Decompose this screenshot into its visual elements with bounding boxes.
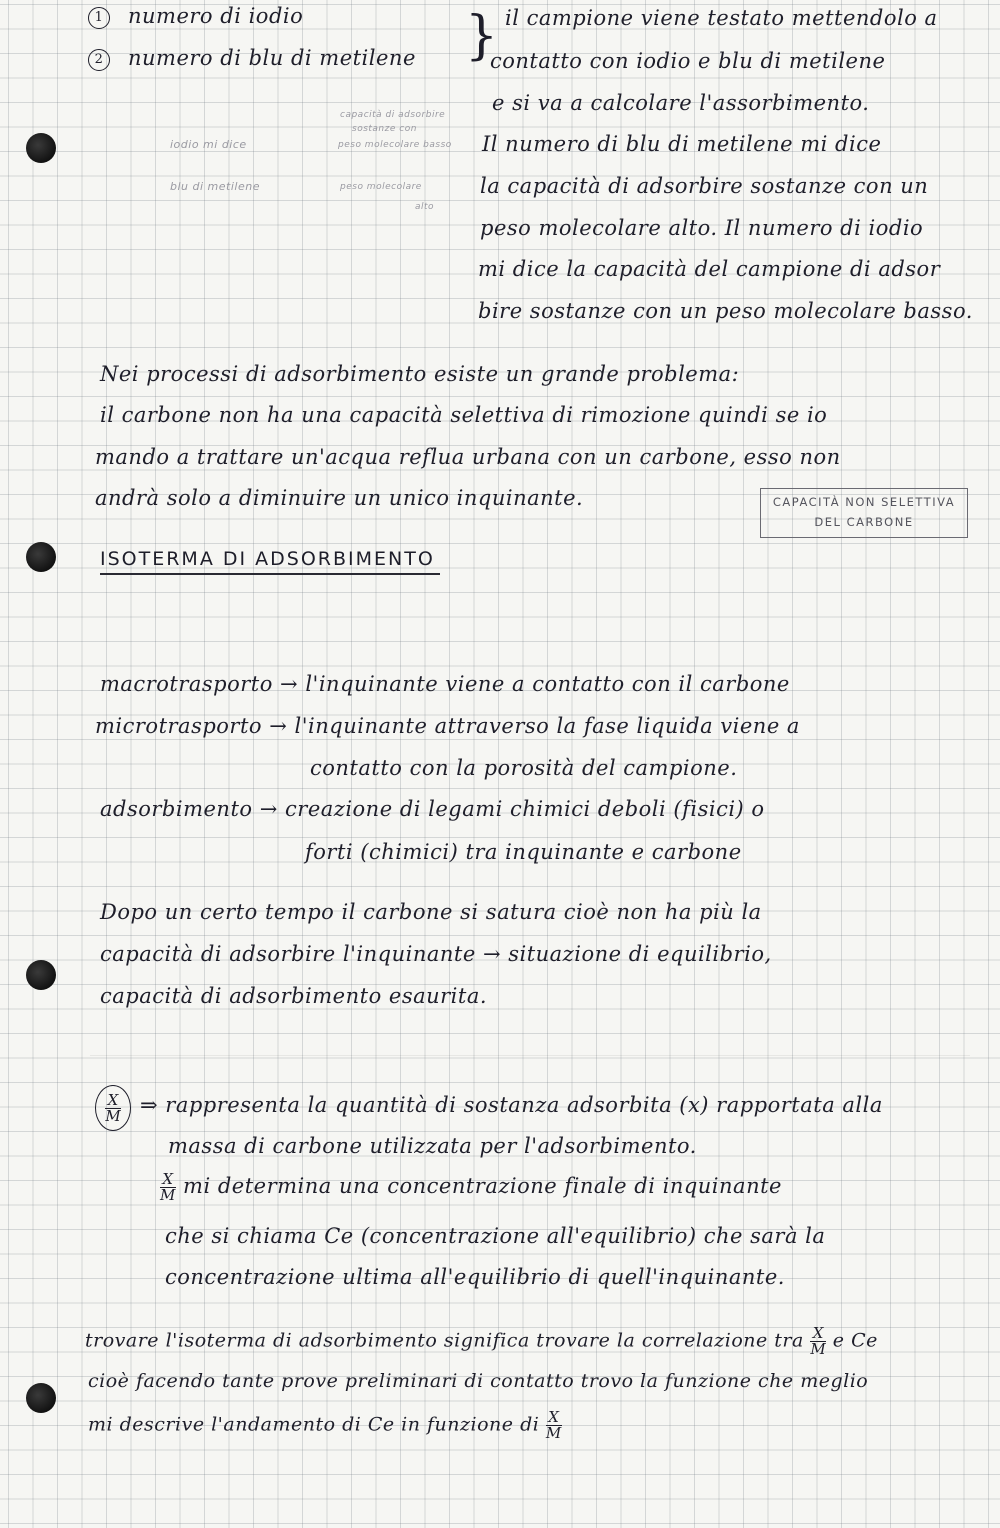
inline-numerator: X (160, 1172, 176, 1188)
explain-line: Il numero di blu di metilene mi dice (482, 132, 882, 156)
final-text: trovare l'isoterma di adsorbimento significa trovare la correlazione tra (85, 1329, 804, 1352)
step-desc: creazione di legami chimici deboli (fisici) o (285, 797, 765, 821)
equilibrium-line: capacità di adsorbimento esaurita. (100, 984, 488, 1008)
ratio-numerator: X (105, 1093, 120, 1109)
explain-line: il campione viene testato mettendolo a (505, 6, 938, 30)
faint-note-d: peso molecolare (340, 182, 422, 192)
punch-hole-3 (26, 960, 56, 990)
item-number-1: 1 (88, 7, 110, 29)
ratio-line (140, 1093, 883, 1117)
final-text: mi descrive l'andamento di Ce in funzione di (88, 1413, 540, 1436)
punch-hole-1 (26, 133, 56, 163)
final-fraction-1-den: M (810, 1340, 827, 1358)
step-term: microtrasporto (95, 714, 263, 738)
ratio-text: rappresenta la quantità di sostanza adsorbita (x) rapportata alla (165, 1093, 883, 1117)
final-fraction-2-num: X (546, 1410, 562, 1426)
ratio-symbol-circled (95, 1085, 131, 1131)
section-title-underline (100, 573, 440, 575)
punch-hole-4 (26, 1383, 56, 1413)
item-blu (88, 46, 416, 71)
curly-brace: } (465, 6, 499, 66)
explain-line: bire sostanze con un peso molecolare basso. (478, 299, 973, 323)
faint-note-a: capacità di adsorbire (340, 110, 446, 120)
faint-note-b: sostanze con (352, 124, 417, 134)
final-tail: e Ce (832, 1329, 878, 1352)
step-desc: l'inquinante viene a contatto con il carbone (305, 672, 790, 696)
final-fraction-2 (546, 1410, 562, 1441)
step-row (310, 756, 737, 780)
ratio-line (160, 1172, 782, 1203)
section-title: ISOTERMA DI ADSORBIMENTO (100, 548, 435, 570)
problem-line: mando a trattare un'acqua reflua urbana con un carbone, esso non (95, 445, 841, 469)
faint-note-blu: blu di metilene (170, 180, 260, 193)
equilibrium-line: capacità di adsorbire l'inquinante → situazione di equilibrio, (100, 942, 772, 966)
explain-line: mi dice la capacità del campione di adsor (478, 257, 941, 281)
item-blu-text: numero di blu di metilene (128, 46, 416, 70)
step-desc: l'inquinante attraverso la fase liquida viene a (294, 714, 800, 738)
step-desc: contatto con la porosità del campione. (310, 756, 738, 780)
boxed-note-line-1: CAPACITÀ NON SELETTIVA (772, 495, 956, 509)
final-fraction-1-num: X (810, 1326, 826, 1342)
ratio-text: mi determina una concentrazione finale di inquinante (183, 1174, 782, 1198)
final-line (88, 1410, 562, 1441)
ratio-line: concentrazione ultima all'equilibrio di quell'inquinante. (165, 1265, 785, 1289)
ratio-fraction (105, 1090, 121, 1125)
ratio-line: massa di carbone utilizzata per l'adsorbimento. (168, 1134, 697, 1158)
faint-note-c: peso molecolare basso (338, 140, 452, 150)
explain-line: e si va a calcolare l'assorbimento. (492, 91, 870, 115)
final-line: cioè facendo tante prove preliminari di contatto trovo la funzione che meglio (88, 1370, 869, 1392)
step-row (95, 714, 800, 738)
step-row (100, 672, 790, 696)
explain-line: la capacità di adsorbire sostanze con un (480, 174, 929, 198)
step-term: adsorbimento (100, 797, 253, 821)
faint-note-e: alto (415, 202, 435, 212)
equilibrium-line: Dopo un certo tempo il carbone si satura cioè non ha più la (100, 900, 762, 924)
boxed-note (760, 488, 968, 538)
step-row (100, 797, 765, 821)
problem-line: il carbone non ha una capacità selettiva di rimozione quindi se io (100, 403, 828, 427)
inline-denominator: M (160, 1186, 176, 1204)
boxed-note-line-2: DEL CARBONE (814, 515, 914, 529)
problem-line: Nei processi di adsorbimento esiste un grande problema: (100, 362, 740, 386)
problem-line: andrà solo a diminuire un unico inquinante. (95, 486, 584, 510)
punch-hole-2 (26, 542, 56, 572)
explain-line: peso molecolare alto. Il numero di iodio (480, 216, 924, 240)
step-arrow: → (280, 672, 299, 696)
faint-note-iodio: iodio mi dice (170, 138, 247, 151)
item-number-2: 2 (88, 49, 110, 71)
explain-line: contatto con iodio e blu di metilene (490, 49, 886, 73)
final-line (85, 1326, 878, 1357)
step-term: macrotrasporto (100, 672, 273, 696)
item-iodio-text: numero di iodio (128, 4, 304, 28)
step-arrow: → (269, 714, 288, 738)
step-arrow: → (259, 797, 278, 821)
faint-separator (90, 1055, 970, 1056)
ratio-arrow: ⇒ (140, 1093, 159, 1117)
step-row (305, 840, 742, 864)
ratio-denominator: M (105, 1106, 121, 1125)
item-iodio (88, 4, 303, 29)
step-desc: forti (chimici) tra inquinante e carbone (305, 840, 742, 864)
ratio-line: che si chiama Ce (concentrazione all'equilibrio) che sarà la (165, 1224, 826, 1248)
final-fraction-2-den: M (545, 1424, 562, 1442)
final-fraction-1 (810, 1326, 826, 1357)
inline-fraction (160, 1172, 176, 1203)
